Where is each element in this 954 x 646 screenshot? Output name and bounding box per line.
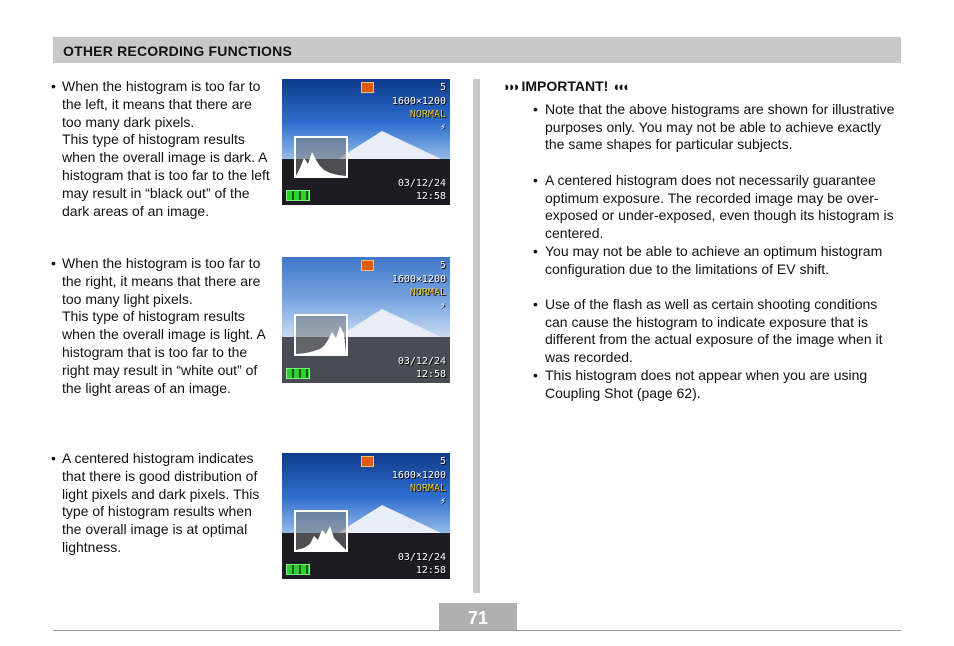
record-mode-icon bbox=[361, 82, 374, 93]
camera-screen-light: 5 1600×1200 NORMAL ⚡ 03/12/24 12:58 bbox=[282, 257, 450, 383]
page-number: 71 bbox=[467, 608, 489, 628]
histogram-centered bbox=[294, 510, 348, 552]
flash-mode-icon: ⚡ bbox=[439, 300, 446, 311]
section-header bbox=[53, 37, 901, 63]
page-number-box bbox=[439, 603, 517, 631]
battery-icon bbox=[286, 190, 310, 201]
camera-screen-centered: 5 1600×1200 NORMAL ⚡ 03/12/24 12:58 bbox=[282, 453, 450, 579]
record-mode-icon bbox=[361, 456, 374, 467]
left-item-centered: • A centered histogram indicates that there is good distribution of light pixels and dark pixels. This type of histogram results when the overall image is at optimal lightness. bbox=[51, 450, 260, 555]
important-item: • Note that the above histograms are shown for illustrative purposes only. You may not be able to achieve exactly the same shapes for particular subjects. bbox=[533, 101, 895, 153]
important-item: • A centered histogram does not necessarily guarantee optimum exposure. The recorded image may be over-exposed or under-exposed, even though its histogram is centered. bbox=[533, 172, 894, 241]
battery-icon bbox=[286, 368, 310, 379]
battery-icon bbox=[286, 564, 310, 575]
left-item-dark: • When the histogram is too far to the left, it means that there are too many dark pixels. This type of histogram results when the overall image is dark. A histogram that is too far to the left may result in “black out” of the dark areas of an image. bbox=[51, 78, 270, 219]
important-heading: ◗◗◗ IMPORTANT! ◖◖◖ bbox=[503, 78, 627, 94]
flash-mode-icon: ⚡ bbox=[439, 496, 446, 507]
histogram-dark bbox=[294, 136, 348, 178]
flash-mode-icon: ⚡ bbox=[439, 122, 446, 133]
important-item: • Use of the flash as well as certain shooting conditions can cause the histogram to indicate exposure that is different from the actual exposure of the image when it was recorded. bbox=[533, 296, 883, 365]
important-item: • You may not be able to achieve an optimum histogram configuration due to the limitations of EV shift. bbox=[533, 243, 883, 277]
column-divider bbox=[473, 79, 480, 593]
important-right-icon: ◖◖◖ bbox=[612, 79, 627, 94]
important-left-icon: ◗◗◗ bbox=[503, 79, 518, 94]
left-item-light: • When the histogram is too far to the right, it means that there are too many light pixels. This type of histogram results when the overall image is light. A histogram that is too far to the right may result in “white out” of the light areas of an image. bbox=[51, 255, 266, 396]
camera-screen-dark: 5 1600×1200 NORMAL ⚡ 03/12/24 12:58 bbox=[282, 79, 450, 205]
important-item: • This histogram does not appear when you are using Coupling Shot (page 62). bbox=[533, 367, 868, 401]
histogram-light bbox=[294, 314, 348, 356]
record-mode-icon bbox=[361, 260, 374, 271]
footer-rule bbox=[53, 630, 901, 631]
section-title: OTHER RECORDING FUNCTIONS bbox=[63, 43, 292, 59]
